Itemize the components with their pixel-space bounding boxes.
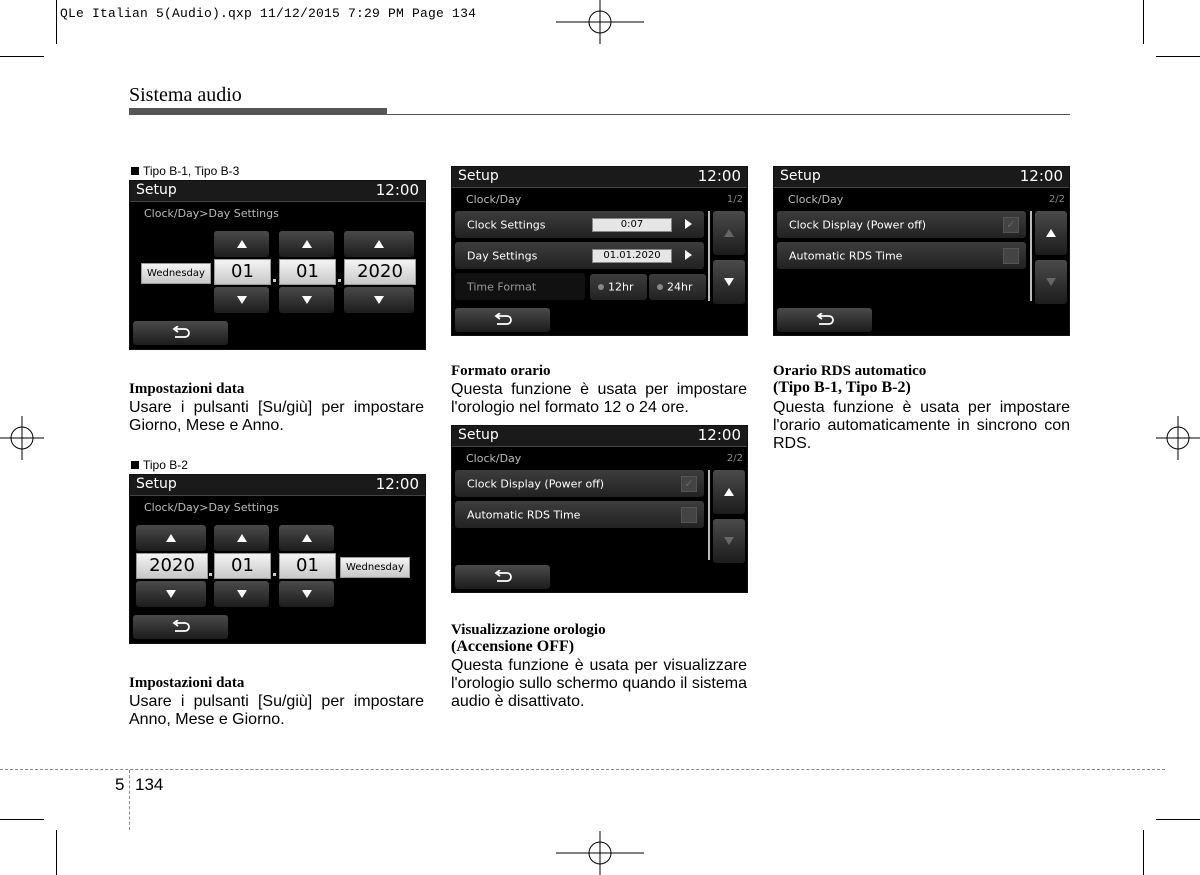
date-value: 01.01.2020 bbox=[592, 249, 672, 263]
time-format-row: Time Format bbox=[455, 273, 585, 300]
separator-dot bbox=[273, 279, 276, 282]
page-number: 134 bbox=[135, 775, 164, 794]
crop-mark bbox=[1156, 56, 1200, 57]
scroll-down-button[interactable] bbox=[713, 260, 745, 304]
screen-title: Setup bbox=[458, 168, 499, 184]
crop-mark bbox=[56, 830, 57, 875]
checkbox-icon bbox=[681, 507, 697, 523]
heading-clock-display-sub: (Accensione OFF) bbox=[451, 638, 575, 655]
screen-header bbox=[774, 167, 1069, 188]
year-value: 2020 bbox=[136, 553, 208, 579]
screen-title: Setup bbox=[136, 476, 177, 492]
radio-dot-icon bbox=[657, 284, 663, 290]
heading-time-format: Formato orario bbox=[451, 363, 551, 379]
scroll-down-button[interactable] bbox=[1035, 260, 1067, 304]
footer-divider bbox=[129, 770, 130, 830]
screen-header bbox=[130, 475, 425, 496]
scrollbar[interactable] bbox=[708, 470, 710, 560]
heading-rds-time-sub: (Tipo B-1, Tipo B-2) bbox=[773, 379, 911, 396]
weekday-display: Wednesday bbox=[340, 557, 410, 578]
month-down-button[interactable] bbox=[279, 287, 334, 313]
crop-mark bbox=[1143, 0, 1144, 44]
heading-date-settings-2: Impostazioni data bbox=[129, 675, 245, 691]
screen-header bbox=[452, 167, 747, 188]
back-button[interactable] bbox=[777, 308, 872, 332]
year-down-button[interactable] bbox=[344, 287, 414, 313]
registration-mark-left bbox=[0, 416, 44, 460]
date-settings-screen-b2 bbox=[129, 474, 426, 644]
page-indicator: 2/2 bbox=[1048, 194, 1065, 205]
title-rule bbox=[387, 114, 1070, 115]
play-arrow-icon bbox=[685, 219, 692, 229]
clock-day-screen-page2-rds bbox=[773, 166, 1070, 336]
back-arrow-icon bbox=[172, 620, 190, 634]
day-up-button[interactable] bbox=[279, 525, 334, 551]
back-button[interactable] bbox=[455, 308, 550, 332]
scroll-up-button[interactable] bbox=[1035, 211, 1067, 255]
clock-day-screen-page2 bbox=[451, 425, 748, 593]
month-value: 01 bbox=[214, 553, 271, 579]
print-header: QLe Italian 5(Audio).qxp 11/12/2015 7:29 PM Page 134 bbox=[60, 6, 477, 21]
radio-dot-icon bbox=[598, 284, 604, 290]
heading-date-settings-1: Impostazioni data bbox=[129, 381, 245, 397]
automatic-rds-time-row[interactable]: Automatic RDS Time bbox=[455, 501, 704, 528]
day-value: 01 bbox=[279, 553, 336, 579]
registration-mark-top bbox=[556, 0, 644, 44]
text-clock-display: Questa funzione è usata per visualizzare l'orologio sullo schermo quando il sistema audio è disattivato. bbox=[451, 657, 747, 710]
clock-display-row[interactable]: Clock Display (Power off) ✓ bbox=[777, 211, 1026, 238]
weekday-display: Wednesday bbox=[141, 263, 211, 284]
month-down-button[interactable] bbox=[214, 581, 269, 607]
month-value: 01 bbox=[279, 259, 336, 285]
section-title: Sistema audio bbox=[129, 84, 242, 106]
year-up-button[interactable] bbox=[344, 231, 414, 257]
screen-clock: 12:00 bbox=[375, 475, 419, 493]
month-up-button[interactable] bbox=[214, 525, 269, 551]
scrollbar[interactable] bbox=[708, 211, 710, 301]
sub-title: Clock/Day bbox=[788, 193, 844, 206]
checkmark-icon: ✓ bbox=[681, 476, 697, 492]
page-indicator: 1/2 bbox=[726, 194, 743, 205]
text-date-settings-2: Usare i pulsanti [Su/giù] per impostare Anno, Mese e Giorno. bbox=[129, 693, 424, 728]
breadcrumb: Clock/Day>Day Settings bbox=[144, 501, 279, 514]
year-up-button[interactable] bbox=[136, 525, 206, 551]
year-down-button[interactable] bbox=[136, 581, 206, 607]
chapter-number: 5 bbox=[115, 775, 125, 794]
page-indicator: 2/2 bbox=[726, 453, 743, 464]
separator-dot bbox=[209, 573, 212, 576]
registration-mark-bottom bbox=[556, 831, 644, 875]
crop-mark bbox=[1156, 819, 1200, 820]
clock-value: 0:07 bbox=[592, 218, 672, 232]
screen-title: Setup bbox=[780, 168, 821, 184]
checkmark-icon: ✓ bbox=[1003, 217, 1019, 233]
crop-mark bbox=[1143, 830, 1144, 875]
back-arrow-icon bbox=[172, 326, 190, 340]
text-time-format: Questa funzione è usata per impostare l'orologio nel formato 12 o 24 ore. bbox=[451, 381, 747, 416]
heading-rds-time: Orario RDS automatico bbox=[773, 363, 927, 379]
day-settings-row[interactable]: Day Settings 01.01.2020 bbox=[455, 242, 704, 269]
scroll-down-button[interactable] bbox=[713, 519, 745, 563]
clock-display-row[interactable]: Clock Display (Power off) ✓ bbox=[455, 470, 704, 497]
scroll-up-button[interactable] bbox=[713, 470, 745, 514]
automatic-rds-time-row[interactable]: Automatic RDS Time bbox=[777, 242, 1026, 269]
separator-dot bbox=[273, 573, 276, 576]
back-arrow-icon bbox=[494, 313, 512, 327]
back-button[interactable] bbox=[455, 565, 550, 589]
heading-clock-display: Visualizzazione orologio bbox=[451, 622, 606, 638]
screen-clock: 12:00 bbox=[697, 167, 741, 185]
clock-settings-row[interactable]: Clock Settings 0:07 bbox=[455, 211, 704, 238]
radio-12hr[interactable]: 12hr bbox=[590, 274, 647, 300]
back-button[interactable] bbox=[133, 615, 228, 639]
day-up-button[interactable] bbox=[214, 231, 269, 257]
screen-clock: 12:00 bbox=[1019, 167, 1063, 185]
sub-title: Clock/Day bbox=[466, 452, 522, 465]
screen-header bbox=[452, 426, 747, 447]
breadcrumb: Clock/Day>Day Settings bbox=[144, 207, 279, 220]
day-down-button[interactable] bbox=[279, 581, 334, 607]
back-arrow-icon bbox=[816, 313, 834, 327]
text-date-settings-1: Usare i pulsanti [Su/giù] per impostare Giorno, Mese e Anno. bbox=[129, 399, 424, 434]
registration-mark-right bbox=[1156, 416, 1200, 460]
month-up-button[interactable] bbox=[279, 231, 334, 257]
date-settings-screen-b1 bbox=[129, 180, 426, 350]
day-value: 01 bbox=[214, 259, 271, 285]
scroll-up-button[interactable] bbox=[713, 211, 745, 255]
checkbox-icon bbox=[1003, 248, 1019, 264]
screen-title: Setup bbox=[458, 427, 499, 443]
screen-title: Setup bbox=[136, 182, 177, 198]
scrollbar[interactable] bbox=[1030, 211, 1032, 301]
text-rds-time: Questa funzione è usata per impostare l'orario automaticamente in sincrono con RDS. bbox=[773, 399, 1070, 452]
crop-mark bbox=[0, 56, 44, 57]
year-value: 2020 bbox=[344, 259, 416, 285]
type-tag: Tipo B-2 bbox=[131, 458, 188, 472]
back-arrow-icon bbox=[494, 570, 512, 584]
sub-title: Clock/Day bbox=[466, 193, 522, 206]
play-arrow-icon bbox=[685, 250, 692, 260]
title-bar bbox=[129, 108, 387, 115]
footer-rule bbox=[0, 769, 1165, 770]
screen-clock: 12:00 bbox=[697, 426, 741, 444]
day-down-button[interactable] bbox=[214, 287, 269, 313]
crop-mark bbox=[56, 0, 57, 44]
screen-header bbox=[130, 181, 425, 202]
radio-24hr[interactable]: 24hr bbox=[649, 274, 706, 300]
clock-day-screen-page1 bbox=[451, 166, 748, 336]
crop-mark bbox=[0, 819, 44, 820]
type-tag: Tipo B-1, Tipo B-3 bbox=[131, 164, 239, 178]
separator-dot bbox=[338, 279, 341, 282]
screen-clock: 12:00 bbox=[375, 181, 419, 199]
back-button[interactable] bbox=[133, 321, 228, 345]
